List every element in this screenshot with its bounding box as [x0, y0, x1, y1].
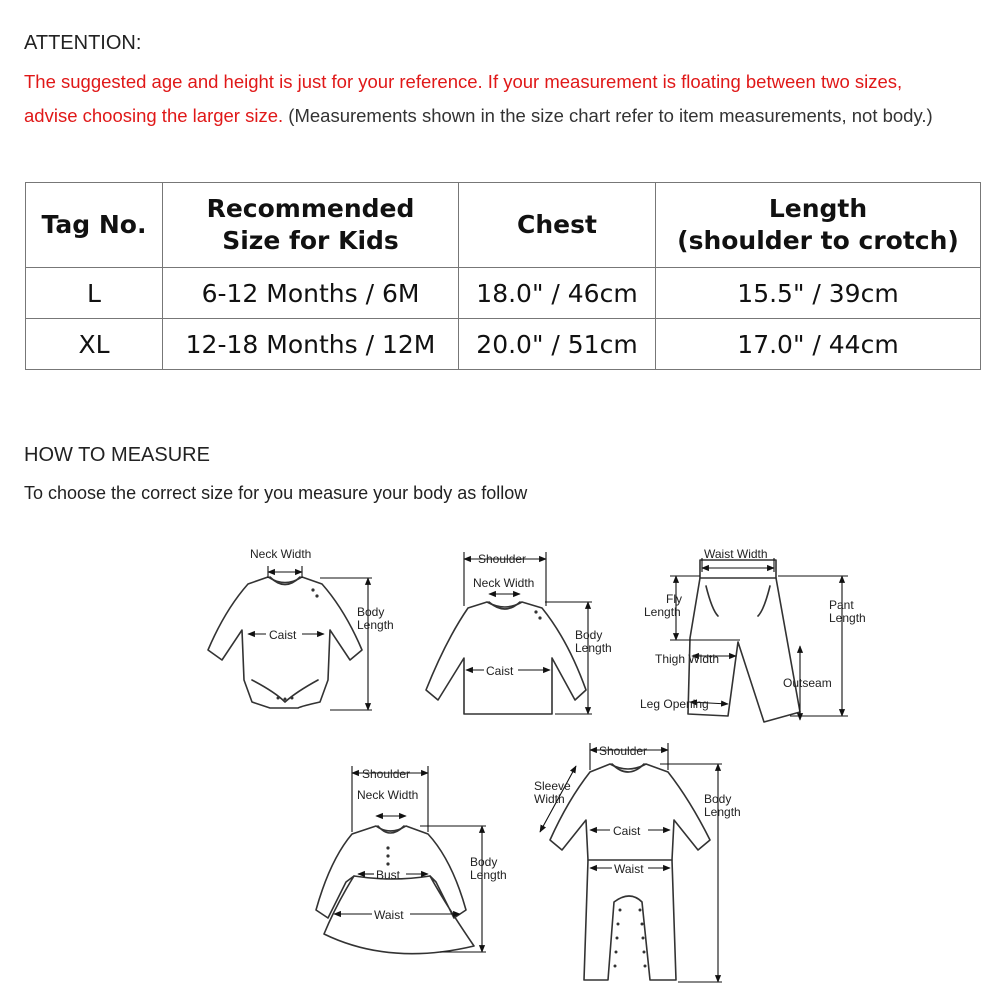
romper-sleeve-label-2: Width — [534, 792, 565, 806]
pants-waist-label: Waist Width — [704, 547, 768, 561]
pants-pant-label-1: Pant — [829, 598, 854, 612]
attention-title: ATTENTION: — [24, 32, 142, 54]
shirt-shoulder-label: Shoulder — [478, 552, 527, 566]
dress-diagram — [316, 766, 507, 954]
bodysuit-body-label-1: Body — [357, 605, 385, 619]
romper-caist-label: Caist — [613, 824, 641, 838]
shirt-caist-label: Caist — [486, 664, 514, 678]
dress-shoulder-label: Shoulder — [362, 767, 411, 781]
romper-sleeve-label-1: Sleeve — [534, 779, 571, 793]
cell-size: 12-18 Months / 12M — [163, 319, 459, 370]
attention-note-disclaimer: (Measurements shown in the size chart refer to item measurements, not body.) — [288, 105, 933, 126]
bodysuit-outline-icon — [208, 577, 362, 708]
table-header-row — [26, 183, 981, 268]
dress-outline-icon — [316, 826, 474, 954]
header-chest: Chest — [459, 183, 656, 268]
table-row — [26, 319, 981, 370]
cell-length: 17.0" / 44cm — [656, 319, 981, 370]
bodysuit-neck-label: Neck Width — [250, 547, 312, 561]
shirt-body-label-2: Length — [575, 641, 612, 655]
dress-waist-label: Waist — [374, 908, 404, 922]
table-row — [26, 268, 981, 319]
bodysuit-body-label-2: Length — [357, 618, 394, 632]
romper-body-label-2: Length — [704, 805, 741, 819]
header-size-line2: Size for Kids — [222, 226, 399, 255]
dress-neck-label: Neck Width — [357, 788, 419, 802]
romper-shoulder-label: Shoulder — [599, 744, 648, 758]
cell-size: 6-12 Months / 6M — [163, 268, 459, 319]
pants-thigh-label: Thigh Width — [655, 652, 720, 666]
pants-fly-label-1: Fly — [666, 592, 682, 606]
dress-body-label-1: Body — [470, 855, 498, 869]
cell-tag: L — [26, 268, 163, 319]
measurement-diagrams — [0, 530, 1000, 1000]
pants-leg-label: Leg Opening — [640, 697, 709, 711]
header-length-line2: (shoulder to crotch) — [677, 226, 959, 255]
attention-note-line2 — [24, 105, 933, 127]
header-length-line1: Length — [768, 194, 868, 223]
romper-body-label-1: Body — [704, 792, 732, 806]
header-size-line1: Recommended — [206, 194, 415, 223]
cell-chest: 20.0" / 51cm — [459, 319, 656, 370]
dress-body-label-2: Length — [470, 868, 507, 882]
pants-diagram — [640, 547, 866, 722]
cell-chest: 18.0" / 46cm — [459, 268, 656, 319]
attention-note-advice: advise choosing the larger size. — [24, 105, 284, 126]
header-length — [656, 183, 981, 268]
how-to-measure-subtitle: To choose the correct size for you measure your body as follow — [24, 483, 528, 503]
romper-waist-label: Waist — [614, 862, 644, 876]
bodysuit-caist-label: Caist — [269, 628, 297, 642]
pants-pant-label-2: Length — [829, 611, 866, 625]
attention-note-line1: The suggested age and height is just for your reference. If your measurement is floating between two sizes, — [24, 71, 903, 92]
pants-outseam-label: Outseam — [783, 676, 832, 690]
shirt-body-label-1: Body — [575, 628, 603, 642]
shirt-diagram — [426, 552, 612, 714]
bodysuit-diagram — [208, 547, 394, 710]
cell-length: 15.5" / 39cm — [656, 268, 981, 319]
how-to-measure-title: HOW TO MEASURE — [24, 444, 210, 466]
shirt-outline-icon — [426, 602, 586, 714]
header-tag-no: Tag No. — [26, 183, 163, 268]
romper-diagram — [534, 743, 741, 982]
pants-fly-label-2: Length — [644, 605, 681, 619]
size-chart-table — [25, 182, 981, 370]
dress-bust-label: Bust — [376, 868, 401, 882]
header-recommended-size — [163, 183, 459, 268]
shirt-neck-label: Neck Width — [473, 576, 535, 590]
cell-tag: XL — [26, 319, 163, 370]
